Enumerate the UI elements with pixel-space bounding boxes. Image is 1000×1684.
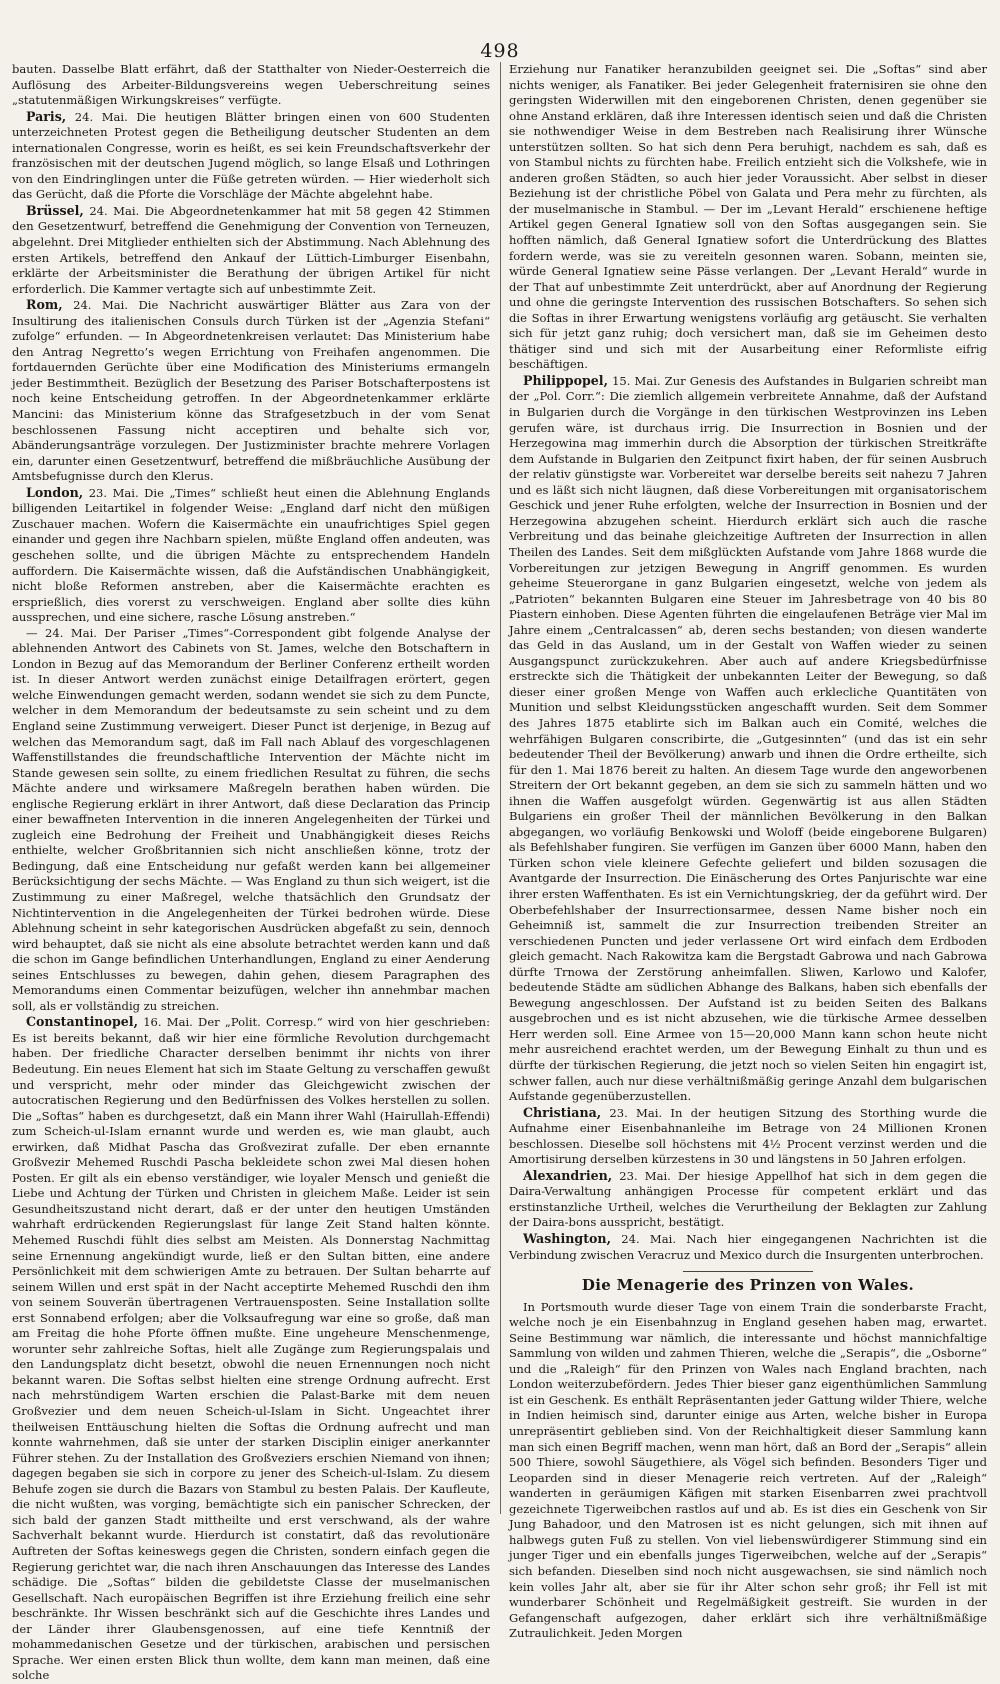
paragraph-text: 24. Mai. Die Nachricht auswärtiger Blätter aus Zara von der Insultirung des italienischen Consuls durch Türken ist der „Agenzia Stefani“ zufolge“ erfunden. — In Abgeordnetenkreisen verlautet: Das Ministerium habe den Antrag Negretto’s wegen Errichtung von Freihafen angenommen. Die fortdauernden Gerüchte über eine Modification des Ministeriums ermangeln jeder Bestimmtheit. Bezüglich der Besetzung des Pariser Botschafterpostens ist noch keine Entscheidung getroffen. In der Abgeordnetenkammer erklärte Mancini: das Ministerium könne das Strafgesetzbuch in der vom Senat beschlossenen Fassung nicht acceptiren und behalte sich vor, Abänderungsanträge vorzulegen. Der Justizminister brachte mehrere Vorlagen ein, darunter einen Gesetzentwurf, betreffend die mißbräuchliche Ausübung der Amtsbefugnisse durch den Klerus.	[12, 298, 490, 484]
news-item	[12, 203, 490, 297]
news-item	[12, 109, 490, 203]
dateline: Alexandrien,	[523, 1167, 613, 1183]
paragraph	[12, 62, 490, 109]
paragraph-text: 23. Mai. In der heutigen Sitzung des Storthing wurde die Aufnahme einer Eisenbahnanleihe im Betrage von 24 Millionen Kronen beschlossen. Dieselbe soll höchstens mit 4½ Procent verzinst werden und die Amortisirung derselben kürzestens in 30 und längstens in 50 Jahren erfolgen.	[509, 1105, 987, 1167]
column-divider	[500, 62, 501, 1514]
news-item	[12, 297, 490, 485]
news-item	[509, 373, 987, 1105]
news-item	[12, 1014, 490, 1684]
dateline: Rom,	[26, 297, 63, 313]
paragraph-text: bauten. Dasselbe Blatt erfährt, daß der Statthalter von Nieder-Oesterreich die Auflösung des Arbeiter-Bildungsvereins wegen Ueberschreitung seines „statutenmäßigen Wirkungskreises“ verfügte.	[12, 62, 490, 108]
news-item	[509, 1168, 987, 1231]
right-column	[509, 62, 988, 1641]
paragraph-text: 23. Mai. Die „Times“ schließt heut einen die Ablehnung Englands billigenden Leitartikel in folgender Weise: „England darf nicht den müßigen Zuschauer machen. Wofern die Kaisermächte ein unaufrichtiges Spiel gegen einander und gegen ihre Nachbarn spielen, müßte England offen andeuten, was geschehen sollte, und die übrigen Mächte zu entsprechendem Handeln auffordern. Die Kaisermächte wissen, daß die Aufständischen Unabhängigkeit, nicht bloße Reformen anstreben, aber die Kaisermächte erachten es ersprießlich, dies vorerst zu verschweigen. England aber sollte dies kühn aussprechen, und eine sichere, rasche Lösung anstreben.“	[12, 485, 490, 625]
news-item	[509, 1231, 987, 1263]
dateline: Christiana,	[523, 1104, 602, 1120]
paragraph-text: In Portsmouth wurde dieser Tage von einem Train die sonderbarste Fracht, welche noch je ein Eisenbahnzug in England gesehen haben mag, erwartet. Seine Bestimmung war nämlich, die interessante und höchst mannichfaltige Sammlung von wilden und zahmen Thieren, welche die „Serapis“, die „Osborne“ und die „Raleigh“ für den Prinzen von Wales nach England brachten, nach London weiterzubefördern. Jedes Thier bieser ganz eigenthümlichen Sammlung ist ein Geschenk. Es enthält Repräsentanten jeder Gattung wilder Thiere, welche in Indien heimisch sind, darunter einige aus Arten, welche bisher in Europa unrepräsentirt geblieben sind. Von der Reichhaltigkeit dieser Sammlung kann man sich einen Begriff machen, wenn man hört, daß an Bord der „Serapis“ allein 500 Thiere, sowohl Säugethiere, als Vögel sich befinden. Besonders Tiger und Leoparden sind in dieser Menagerie reich vertreten. Auf der „Raleigh“ wanderten in geräumigen Käfigen mit starken Eisenbarren zwei prachtvoll gezeichnete Tigerweibchen rastlos auf und ab. Es ist dies ein Geschenk von Sir Jung Bahadoor, und den Matrosen ist es nicht gelungen, sich mit ihnen auf halbwegs guten Fuß zu stellen. Von viel liebenswürdigerer Stimmung sind ein junger Tiger und ein ebenfalls junges Tigerweibchen, welche auf der „Serapis“ sich befanden. Dieselben sind noch nicht ausgewachsen, sie sind nämlich noch kein volles Jahr alt, aber sie für ihr Alter schon sehr groß; ihr Fell ist mit wunderbarer Schönheit und Regelmäßigkeit gestreift. Sie wurden in der Gefangenschaft aufgezogen, daher erklärt sich ihre verhältnißmäßige Zutraulichkeit. Jeden Morgen	[509, 1299, 987, 1641]
news-item	[509, 1105, 987, 1168]
dateline: Washington,	[523, 1231, 611, 1247]
paragraph	[509, 62, 987, 373]
paragraph-text: 23. Mai. Der hiesige Appellhof hat sich in dem gegen die Daira-Verwaltung anhängigen Processe für competent erklärt und das erstinstanzliche Urtheil, welches die Verurtheilung der Beklagten zur Zahlung der Daira-bons ausspricht, bestätigt.	[509, 1168, 987, 1230]
dateline: Paris,	[26, 108, 67, 124]
paragraph	[12, 626, 490, 1015]
left-column	[12, 62, 491, 1683]
page-number: 498	[480, 40, 520, 62]
paragraph-text: 15. Mai. Zur Genesis des Aufstandes in Bulgarien schreibt man der „Pol. Corr.“: Die ziemlich allgemein verbreitete Annahme, daß der Aufstand in Bulgarien durch die Vorgänge in den türkischen Westprovinzen ins Leben gerufen wäre, ist durchaus irrig. Die Insurrection in Bosnien und der Herzegowina mag immerhin durch die Absorption der türkischen Streitkräfte dem Aufstande in Bulgarien den Zeitpunct fixirt haben, der für seinen Ausbruch der relativ günstigste war. Vorbereitet war derselbe bereits seit nahezu 7 Jahren und es läßt sich nicht läugnen, daß diese Vorbereitungen mit organisatorischem Geschick und jener Ruhe erfolgten, welche der Insurrection in Bosnien und der Herzegowina abzugehen scheint. Hierdurch erklärt sich auch die rasche Verbreitung und das beinahe gleichzeitige Auftreten der Insurrection in allen Theilen des Landes. Seit dem mißglückten Aufstande vom Jahre 1868 wurde die Vorbereitungen zur jetzigen Bewegung in Angriff genommen. Es wurden geheime Steuerorgane in ganz Bulgarien eingesetzt, welche von jedem als „Patrioten“ bekannten Bulgaren eine Steuer im Jahresbetrage von 40 bis 80 Piastern einhoben. Diese Agenten führten die eingelaufenen Beträge vier Mal im Jahre einem „Centralcassen“ ab, deren sechs bestanden; von diesen wanderte das Geld in das Ausland, um in der Gestalt von Waffen wieder zu seinen Ausgangspunct zurückzukehren. Aber auch auf andere Kriegsbedürfnisse erstreckte sich die Thätigkeit der unbekannten Leiter der Bewegung, so daß dieser einer großen Menge von Waffen auch erklecliche Quantitäten von Munition und selbst Kleidungsstücken angeschafft wurden. Seit dem Sommer des Jahres 1875 etablirte sich im Balkan auch ein Comité, welches die wehrfähigen Bulgaren conscribirte, die „Gutgesinnten“ (und das ist ein sehr bedeutender Theil der Bevölkerung) anwarb und ihnen die Ordre ertheilte, sich für den 1. Mai 1876 bereit zu halten. An diesem Tage wurde den angeworbenen Streitern der Ort bekannt gegeben, an dem sie sich zu sammeln hätten und wo ihnen die Waffen ausgefolgt würden. Gegenwärtig ist aus allen Städten Bulgariens ein großer Theil der männlichen Bevölkerung in den Balkan abgegangen, wo vorläufig Benkowski und Woloff (beide eingeborene Bulgaren) als Befehlshaber fungiren. Sie verfügen im Ganzen über 6000 Mann, haben den Türken schon viele kleinere Gefechte geliefert und bilden sozusagen die Avantgarde der Insurrection. Die Einäscherung des Ortes Panjurischte war eine ihrer ersten Waffenthaten. Es ist ein Vernichtungskrieg, der da geführt wird. Der Oberbefehlshaber der Insurrectionsarmee, dessen Name bisher noch ein Geheimniß ist, sammelt die zur Insurrection treibenden Streiter an verschiedenen Puncten und jeder verlassene Ort wird einfach dem Erdboden gleich gemacht. Nach Rakowitza kam die Bergstadt Gabrowa und nach Gabrowa dürfte Trnowa der Zerstörung anheimfallen. Sliwen, Karlowo und Kalofer, bedeutende Städte am südlichen Abhange des Balkans, haben sich ebenfalls der Bewegung angeschlossen. Der Aufstand ist zu beiden Seiten des Balkans ausgebrochen und es ist nicht abzusehen, wie die türkische Armee desselben Herr werden soll. Eine Armee von 15—20,000 Mann kann schon heute nicht mehr ausreichend erachtet werden, um der Bewegung Einhalt zu thun und es dürfte der türkischen Regierung, die jetzt noch so vielen Seiten hin engagirt ist, schwer fallen, auch nur diese verhältnißmäßig geringe Anzahl dem bulgarischen Aufstande gegenüberzustellen.	[509, 373, 987, 1104]
paragraph-text: Erziehung nur Fanatiker heranzubilden geeignet sei. Die „Softas“ sind aber nichts weniger, als Fanatiker. Bei jeder Gelegenheit fraternisiren sie ohne den geringsten Widerwillen mit den eingeborenen Christen, denen gegenüber sie ohne Anstand erklären, daß ihre Interessen identisch seien und daß die Christen sie nothwendiger Weise in dem Bestreben nach Realisirung ihrer Wünsche unterstützen sollten. So hat sich denn Pera beruhigt, nachdem es sah, daß es von Stambul nichts zu fürchten habe. Freilich entzieht sich die Volkshefe, wie in anderen großen Städten, so auch hier jeder Voraussicht. Aber selbst in dieser Beziehung ist der christliche Pöbel von Galata und Pera mehr zu fürchten, als der muselmanische in Stambul. — Der im „Levant Herald“ erschienene heftige Artikel gegen General Ignatiew soll von den Softas ausgegangen sein. Sie hofften nämlich, daß General Ignatiew sofort die Unterdrückung des Blattes fordern werde, was sie zu vereiteln gesonnen waren. Sobann, meinten sie, würde General Ignatiew seine Pässe verlangen. Der „Levant Herald“ wurde in der That auf unbestimmte Zeit unterdrückt, aber auf Anordnung der Regierung und ohne die geringste Intervention des russischen Botschafters. So sehen sich die Softas in ihrer Erwartung wenigstens vorläufig arg getäuscht. Sie verhalten sich für jetzt ganz ruhig; doch versichert man, daß sie im Geheimen desto thätiger sind und sich mit der Ausarbeitung einer Reformliste eifrig beschäftigen.	[509, 62, 987, 372]
paragraph	[509, 1300, 987, 1642]
paragraph-text: 16. Mai. Der „Polit. Corresp.“ wird von hier geschrieben: Es ist bereits bekannt, daß wir hier eine förmliche Revolution durchgemacht haben. Der friedliche Character derselben benimmt ihr nichts von ihrer Bedeutung. Ein neues Element hat sich im Staate Geltung zu verschaffen gewußt und verspricht, mehr oder minder das Gleichgewicht zwischen der autocratischen Regierung und den Bedürfnissen des Volkes herstellen zu sollen. Die „Softas“ haben es durchgesetzt, daß ein Mann ihrer Wahl (Hairullah-Effendi) zum Scheich-ul-Islam ernannt wurde und werden es, wie man glaubt, auch erwirken, daß Midhat Pascha das Großvezirat zufalle. Der eben ernannte Großvezir Mehemed Ruschdi Pascha bekleidete schon zwei Mal diesen hohen Posten. Er gilt als ein ebenso verständiger, wie loyaler Mensch und genießt die Liebe und Achtung der Türken und Christen in gleichem Maße. Leider ist sein Gesundheitszustand nicht derart, daß er der unter den heutigen Umständen wahrhaft erdrückenden Regierungslast für lange Zeit Stand halten könnte. Mehemed Ruschdi fühlt dies selbst am Meisten. Als Donnerstag Nachmittag seine Ernennung angekündigt wurde, ließ er den Sultan bitten, eine andere Persönlichkeit mit dem schwierigen Amte zu betrauen. Der Sultan beharrte auf seinem Willen und erst spät in der Nacht acceptirte Mehemed Ruschdi den ihm von seinem Souverän übertragenen Vertrauensposten. Seine Installation sollte erst Sonnabend erfolgen; aber die Volksaufregung war eine so große, daß man am Freitag die hohe Pforte öffnen mußte. Eine ungeheure Menschenmenge, worunter sehr zahlreiche Softas, hielt alle Zugänge zum Regierungspalais und den Landungsplatz dicht besetzt, obwohl die neuen Ernennungen noch nicht bekannt waren. Die Softas selbst hielten eine strenge Ordnung aufrecht. Erst nach mehrstündigem Warten erschien die Palast-Barke mit dem neuen Großvezier und dem neuen Scheich-ul-Islam in Sicht. Ungeachtet ihrer theilweisen Enttäuschung hielten die Softas die Ordnung aufrecht und man konnte wahrnehmen, daß sie unter der starken Disciplin einiger anerkannter Führer stehen. Zu der Installation des Großveziers erschien Niemand von ihnen; dagegen begaben sie sich in corpore zu jener des Scheich-ul-Islam. Zu diesem Behufe zogen sie durch die Bazars von Stambul zu besten Palais. Der Kaufleute, die nicht wußten, was vorging, bemächtigte sich ein panischer Schrecken, der sich bald der ganzen Stadt mittheilte und erst verschwand, als der wahre Sachverhalt bekannt wurde. Hierdurch ist constatirt, daß das revolutionäre Auftreten der Softas keineswegs gegen die Christen, sondern einfach gegen die Regierung gerichtet war, die nach ihren Anschauungen das Interesse des Landes schädige. Die „Softas“ bilden die gebildetste Classe der muselmanischen Gesellschaft. Nach europäischen Begriffen ist ihre Erziehung freilich eine sehr beschränkte. Ihr Wissen beschränkt sich auf die Geschichte ihres Landes und der Länder ihrer Glaubensgenossen, auf eine tiefe Kenntniß der mohammedanischen Gesetze und der türkischen, arabischen und persischen Sprache. Wer einen ersten Blick thun wollte, dem kann man meinen, daß eine solche	[12, 1015, 491, 1683]
paragraph-text: — 24. Mai. Der Pariser „Times“-Correspondent gibt folgende Analyse der ablehnenden Antwort des Cabinets von St. James, welche den Botschaftern in London in Bezug auf das Memorandum der Berliner Conferenz ertheilt worden ist. In dieser Antwort werden zunächst einige Detailfragen erörtert, gegen welche Einwendungen gemacht werden, sodann wendet sie sich zu dem Puncte, welcher in dem Memorandum der bedeutsamste zu sein scheint und zu dem England seine Zustimmung verweigert. Dieser Punct ist derjenige, in Bezug auf welchen das Memorandum sagt, daß im Fall nach Ablauf des vorgeschlagenen Waffenstillstandes die freundschaftliche Intervention der Mächte nicht im Stande gewesen sein sollte, zu einem friedlichen Resultat zu führen, die sechs Mächte andere und wirksamere Maßregeln berathen haben würden. Die englische Regierung erklärt in ihrer Antwort, daß diese Declaration das Princip einer bewaffneten Intervention in die inneren Angelegenheiten der Türkei und zugleich eine Bedrohung der Freiheit und Unabhängigkeit dieses Reichs enthielte, welcher Großbritannien sich nicht anschließen könne, trotz der Bedingung, daß eine Entscheidung nur gefaßt werden kann bei allgemeiner Berücksichtigung der sechs Mächte. — Was England zu thun sich weigert, ist die Zustimmung zu einer Maßregel, welche thatsächlich den Grundsatz der Nichtintervention in die Angelegenheiten der Türkei bedrohen würde. Diese Ablehnung scheint in sehr kategorischen Ausdrücken abgefaßt zu sein, dennoch wird behauptet, daß sie nicht als eine absolute betrachtet werden kann und daß die schon im Gange befindlichen Unterhandlungen, England zu einer Aenderung seines Entschlusses zu bewegen, dahin gehen, diesem Paragraphen des Memorandums einen Commentar beizufügen, welcher ihn annehmbar machen soll, als er vollständig zu streichen.	[12, 625, 490, 1013]
paragraph-text: 24. Mai. Die Abgeordnetenkammer hat mit 58 gegen 42 Stimmen den Gesetzentwurf, betreffend die Genehmigung der Convention von Terneuzen, abgelehnt. Drei Mitglieder enthielten sich der Abstimmung. Nach Ablehnung des ersten Artikels, betreffend den Ankauf der Lüttich-Limburger Eisenbahn, erklärte der Arbeitsminister die Berathung der übrigen Artikel für nicht erforderlich. Die Kammer vertagte sich auf unbestimmte Zeit.	[12, 203, 491, 296]
news-item	[12, 485, 490, 626]
paragraph-text: 24. Mai. Nach hier eingegangenen Nachrichten ist die Verbindung zwischen Veracruz und Mexico durch die Insurgenten unterbrochen.	[509, 1232, 988, 1262]
section-rule	[683, 1271, 813, 1272]
paragraph-text: 24. Mai. Die heutigen Blätter bringen einen von 600 Studenten unterzeichneten Protest gegen die Betheiligung deutscher Studenten an dem internationalen Congresse, worin es heißt, es sei kein Freundschaftsverkehr der französischen mit der deutschen Jugend möglich, so lange Elsaß und Lothringen von den Eindringlingen unter die Füße getreten würden. — Hier wiederholt sich das Gerücht, daß die Pforte die Vorschläge der Mächte abgelehnt habe.	[12, 109, 490, 202]
dateline: London,	[26, 484, 84, 500]
dateline: Philippopel,	[523, 372, 608, 388]
dateline: Constantinopel,	[26, 1014, 138, 1030]
dateline: Brüssel,	[26, 202, 84, 218]
section-title: Die Menagerie des Prinzen von Wales.	[581, 1276, 915, 1295]
